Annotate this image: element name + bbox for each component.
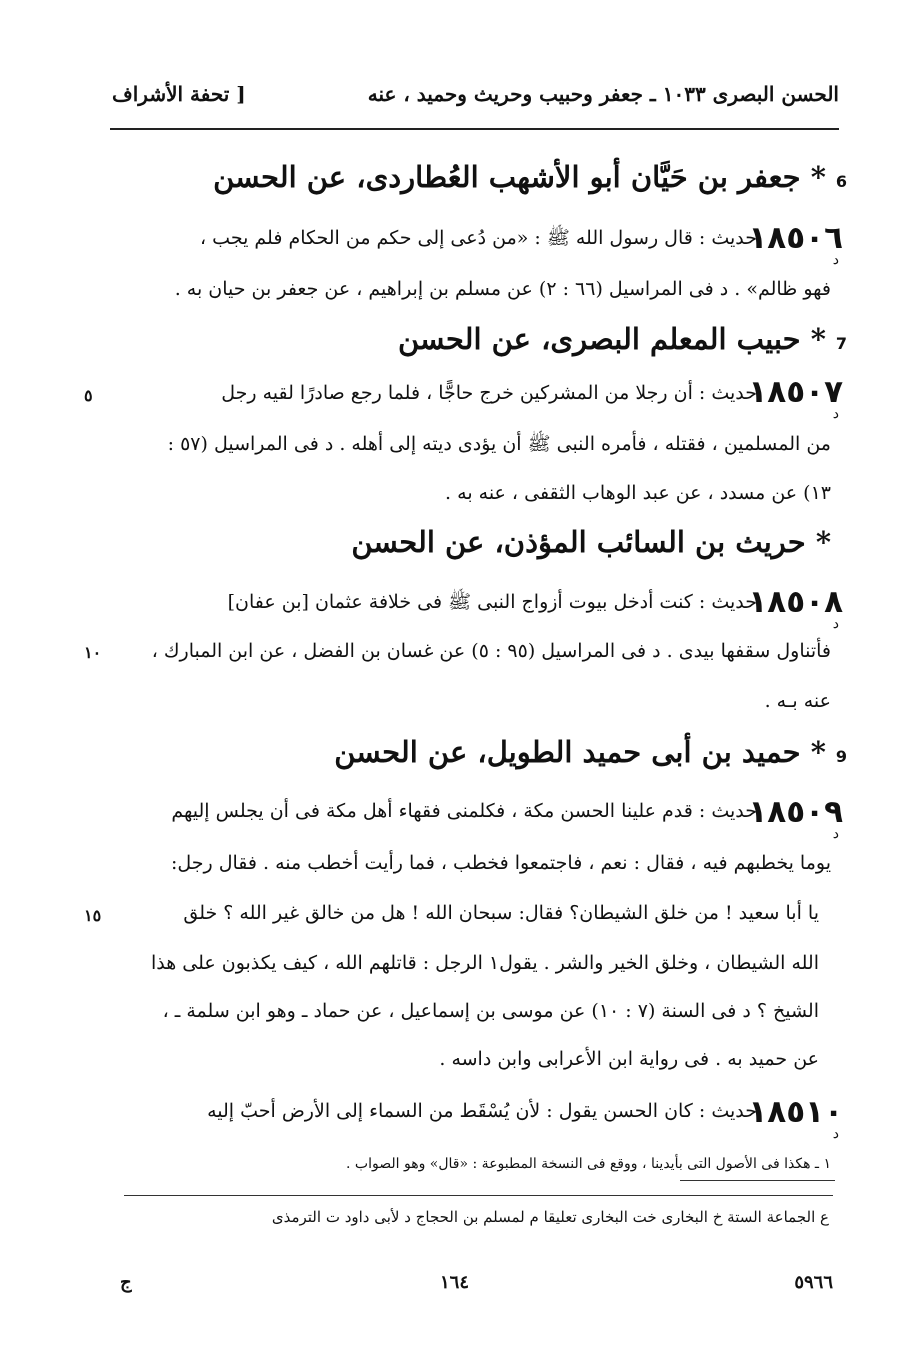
- hadith-number: ١٨٥٠٧: [748, 374, 843, 410]
- page-number: ١٦٤: [440, 1272, 470, 1293]
- hadith-number: ١٨٥٠٦: [748, 220, 843, 256]
- section-heading: [334, 735, 847, 769]
- section-star: *: [810, 735, 826, 769]
- hadith-line: عن حميد به . فى رواية ابن الأعرابى وابن داسه .: [439, 1048, 819, 1070]
- page-id: ٥٩٦٦: [794, 1272, 833, 1293]
- hadith-sigla: د: [832, 616, 839, 632]
- hadith-line: حديث : قال رسول الله ﷺ : «من دُعى إلى حكم من الحكام فلم يجب ،: [199, 227, 757, 249]
- hadith-line: فهو ظالم» . د فى المراسيل (٦٦ : ٢) عن مسلم بن إبراهيم ، عن جعفر بن حيان به .: [174, 278, 831, 300]
- section-number: 9: [835, 747, 847, 766]
- hadith-line: يا أبا سعيد ! من خلق الشيطان؟ فقال: سبحان الله ! هل من خالق غير الله ؟ خلق: [183, 902, 819, 924]
- hadith-line: الشيخ ؟ د فى السنة (٧ : ١٠) عن موسى بن إسماعيل ، عن حماد ـ وهو ابن سلمة ـ ،: [162, 1000, 819, 1022]
- hadith-sigla: د: [832, 1126, 839, 1142]
- section-heading: [351, 525, 831, 559]
- hadith-line: حديث : قدم علينا الحسن مكة ، فكلمنى فقهاء أهل مكة فى أن يجلس إليهم: [171, 800, 757, 822]
- hadith-number: ١٨٥٠٨: [748, 584, 843, 620]
- hadith-sigla: د: [832, 252, 839, 268]
- section-star: *: [810, 160, 826, 194]
- hadith-sigla: د: [832, 406, 839, 422]
- hadith-line: عنه بـه .: [764, 690, 831, 712]
- running-header-title: الحسن البصرى ١٠٣٣ ـ جعفر وحبيب وحريث وحميد ، عنه: [367, 82, 839, 106]
- header-rule: [110, 128, 839, 130]
- section-heading: [398, 322, 847, 356]
- volume-mark: ج: [120, 1272, 132, 1293]
- footnote: ١ ـ هكذا فى الأصول التى بأيدينا ، ووقع فى النسخة المطبوعة : «قال» وهو الصواب .: [346, 1156, 831, 1172]
- running-header-book: [ تحفة الأشراف: [112, 82, 246, 106]
- legend-rule: [124, 1195, 833, 1196]
- hadith-number: ١٨٥١٠: [748, 1094, 843, 1130]
- section-title: حبيب المعلم البصرى، عن الحسن: [397, 322, 801, 356]
- hadith-line: حديث : كنت أدخل بيوت أزواج النبى ﷺ فى خلافة عثمان [بن عفان]: [227, 591, 757, 613]
- hadith-line: فأتناول سقفها بيدى . د فى المراسيل (٩٥ : ٥) عن غسان بن الفضل ، عن ابن المبارك ،: [151, 640, 831, 662]
- margin-line-number: ٥: [84, 386, 93, 405]
- footnote-rule: [680, 1180, 835, 1181]
- hadith-line: يوما يخطبهم فيه ، فقال : نعم ، فاجتمعوا فخطب ، فما رأيت أخطب منه . فقال رجل:: [170, 852, 831, 874]
- hadith-sigla: د: [832, 826, 839, 842]
- hadith-line: حديث : كان الحسن يقول : لأن يُسْقَط من السماء إلى الأرض أحبّ إليه: [207, 1100, 757, 1122]
- hadith-line: حديث : أن رجلا من المشركين خرج حاجًّا ، فلما رجع صادرًا لقيه رجل: [221, 382, 757, 404]
- sigla-legend: ع الجماعة الستة خ البخارى خت البخارى تعليقا م لمسلم بن الحجاج د لأبى داود ت الترمذى: [271, 1208, 829, 1226]
- section-star: *: [810, 322, 826, 356]
- section-title: جعفر بن حَيَّان أبو الأشهب العُطاردى، عن الحسن: [213, 160, 801, 194]
- hadith-line: من المسلمين ، فقتله ، فأمره النبى ﷺ أن يؤدى ديته إلى أهله . د فى المراسيل (٥٧ :: [167, 433, 831, 455]
- section-title: حريث بن السائب المؤذن، عن الحسن: [351, 525, 806, 559]
- section-number: 6: [835, 172, 847, 191]
- section-number: 7: [835, 334, 847, 353]
- margin-line-number: ١٠: [84, 643, 102, 662]
- section-title: حميد بن أبى حميد الطويل، عن الحسن: [334, 735, 801, 769]
- hadith-line: الله الشيطان ، وخلق الخير والشر . يقول١ الرجل : قاتلهم الله ، كيف يكذبون على هذا: [150, 952, 819, 974]
- hadith-number: ١٨٥٠٩: [748, 794, 843, 830]
- margin-line-number: ١٥: [84, 906, 102, 925]
- section-star: *: [815, 525, 831, 559]
- section-heading: [213, 160, 847, 194]
- hadith-line: ١٣) عن مسدد ، عن عبد الوهاب الثقفى ، عنه به .: [445, 482, 831, 504]
